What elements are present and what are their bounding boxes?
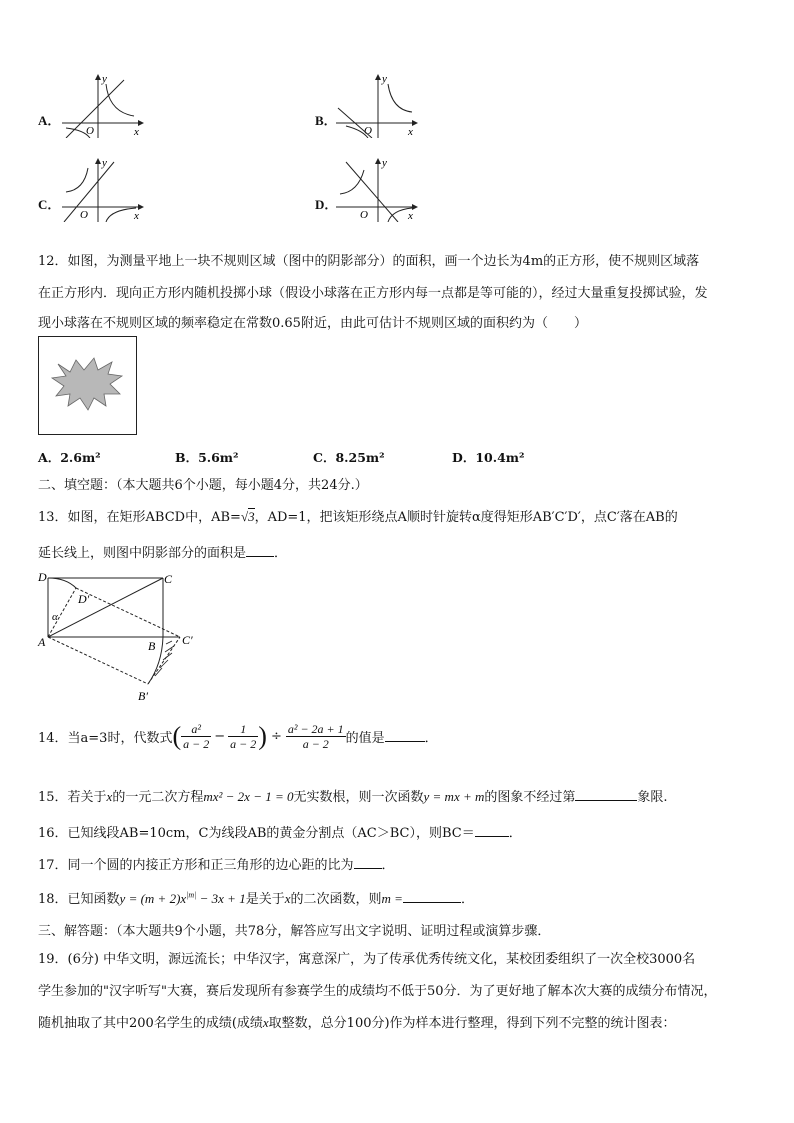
q18-line: 18．已知函数$y = (m + 2)x^{|m|} - 3x + 1$是关于x的二次函数，则m = ． bbox=[38, 890, 474, 907]
option-c-graph bbox=[62, 156, 146, 222]
q13-line2: 延长线上，则图中阴影部分的面积是 ． bbox=[38, 546, 288, 561]
q12-option-b: B．5.6m² bbox=[175, 450, 239, 465]
section2-heading: 二、填空题：（本大题共6个小题，每小题4分，共24分.） bbox=[38, 478, 368, 493]
option-d-label: D． bbox=[315, 197, 338, 212]
axis-y-label: y bbox=[102, 73, 107, 85]
svg-text:O: O bbox=[360, 209, 368, 221]
q14-line: 14．当a=3时，代数式( $\frac{\text{a²}}{a - 2}$ − $\frac{1}{a - 2}$ ) ÷ $\frac{\text{a² − 2a + 1}}{a - 2}$ 的值是 ． bbox=[38, 721, 438, 751]
q12-line3: 现小球落在不规则区域的频率稳定在常数0.65附近，由此可估计不规则区域的面积约为（ ） bbox=[38, 316, 587, 331]
axis-x-label: x bbox=[134, 126, 139, 138]
option-d-graph bbox=[336, 156, 420, 222]
label-d-prime: D′ bbox=[78, 592, 90, 606]
origin-label: O bbox=[86, 125, 94, 137]
svg-text:x: x bbox=[134, 210, 139, 222]
label-alpha: α bbox=[52, 611, 58, 623]
q14-frac1: $\frac{\text{a²}}{a - 2}$ bbox=[183, 722, 210, 751]
q19-line2: 学生参加的"汉字听写"大赛，赛后发现所有参赛学生的成绩均不低于50分．为了更好地了解本次大赛的成绩分布情况， bbox=[38, 984, 717, 999]
svg-text:x: x bbox=[408, 126, 413, 138]
q14-frac3: $\frac{\text{a² − 2a + 1}}{a - 2}$ bbox=[287, 722, 344, 751]
option-c-label: C． bbox=[38, 197, 61, 212]
q17-line: 17．同一个圆的内接正方形和正三角形的边心距的比为 ． bbox=[38, 858, 395, 873]
q16-line: 16．已知线段AB=10cm，C为线段AB的黄金分割点（AC＞BC），则BC＝ ． bbox=[38, 826, 522, 841]
option-b-label: B． bbox=[315, 113, 337, 128]
svg-text:O: O bbox=[80, 209, 88, 221]
label-d: D bbox=[38, 570, 47, 584]
svg-text:y: y bbox=[382, 73, 387, 85]
svg-text:y: y bbox=[102, 157, 107, 169]
q12-line1: 12．如图，为测量平地上一块不规则区域（图中的阴影部分）的面积，画一个边长为4m的正方形，使不规则区域落 bbox=[38, 254, 700, 269]
q15-line: 15．若关于x的一元二次方程mx² − 2x − 1 = 0无实数根，则一次函数y = mx + m的图象不经过第 象限. bbox=[38, 789, 668, 805]
label-b: B bbox=[148, 639, 156, 653]
section3-heading: 三、解答题：（本大题共9个小题，共78分，解答应写出文字说明、证明过程或演算步骤． bbox=[38, 924, 551, 939]
q13-rectangle-figure bbox=[36, 568, 196, 704]
label-b-prime: B′ bbox=[138, 689, 148, 703]
label-c: C bbox=[164, 572, 173, 586]
svg-text:O: O bbox=[364, 125, 372, 137]
label-a: A bbox=[38, 635, 46, 649]
option-b-graph bbox=[336, 72, 420, 138]
option-a-label: A． bbox=[38, 113, 61, 128]
q13-sqrt-value: 3 bbox=[248, 509, 255, 524]
q19-line3: 随机抽取了其中200名学生的成绩(成绩x取整数，总分100分)作为样本进行整理，得到下列不完整的统计图表： bbox=[38, 1015, 676, 1031]
q14-frac2: $\frac{1}{a - 2}$ bbox=[230, 722, 257, 751]
q12-option-d: D．10.4m² bbox=[452, 450, 525, 465]
q12-line2: 在正方形内．现向正方形内随机投掷小球（假设小球落在正方形内每一点都是等可能的），经过大量重复投掷试验，发 bbox=[38, 286, 708, 301]
q12-square-figure bbox=[38, 336, 138, 436]
label-c-prime: C′ bbox=[182, 633, 193, 647]
svg-text:x: x bbox=[408, 210, 413, 222]
svg-text:y: y bbox=[382, 157, 387, 169]
option-a-graph bbox=[62, 72, 146, 138]
q13-line1: 13．如图，在矩形ABCD中，AB=√3，AD=1，把该矩形绕点A顺时针旋转α度得矩形AB′C′D′，点C′落在AB的 bbox=[38, 509, 678, 525]
q12-option-c: C．8.25m² bbox=[313, 450, 385, 465]
q19-line1: 19．(6分) 中华文明，源远流长；中华汉字，寓意深广，为了传承优秀传统文化，某校团委组织了一次全校3000名 bbox=[38, 952, 696, 967]
q12-option-a: A．2.6m² bbox=[38, 450, 101, 465]
